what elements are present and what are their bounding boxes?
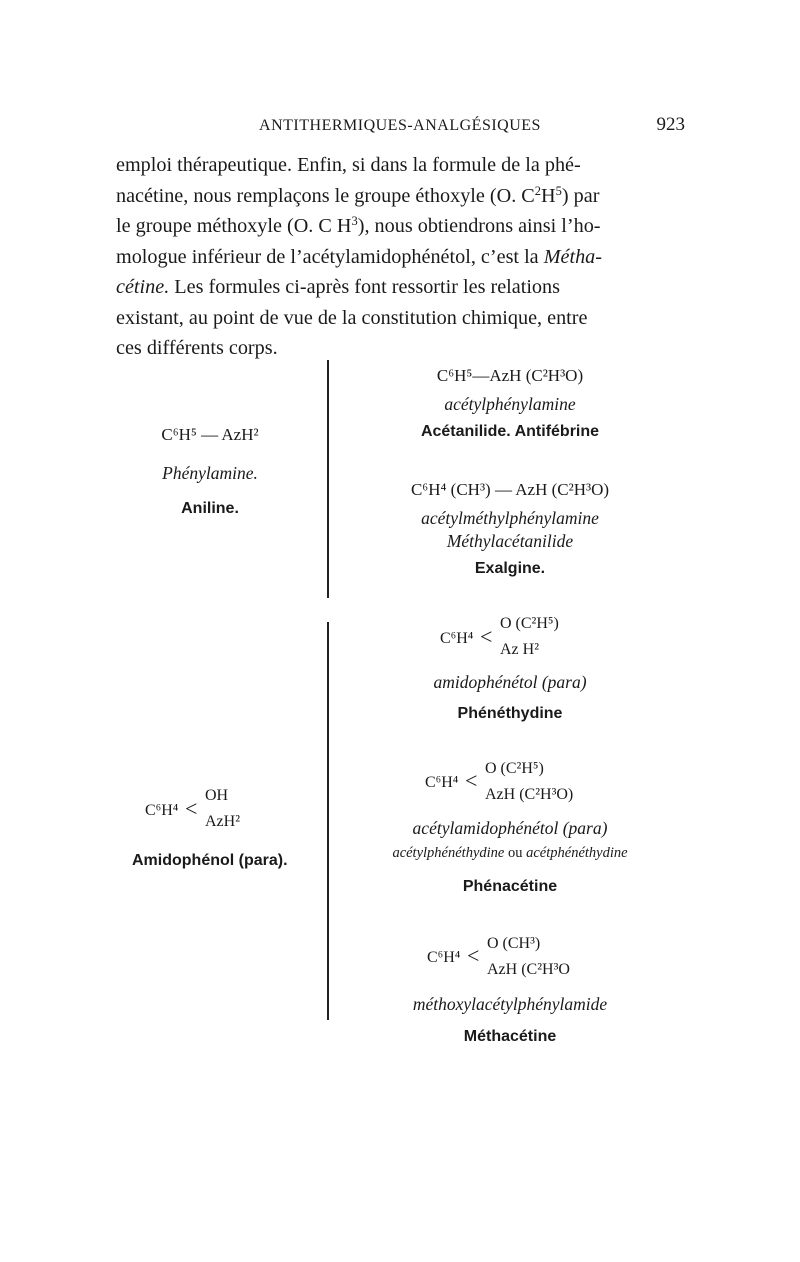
phenethydine-systematic-name: amidophénétol (para) (433, 672, 587, 692)
phenethydine-top-group: O (C²H⁵) (500, 615, 559, 632)
amidophenol-core: C⁶H⁴ (145, 802, 179, 819)
phenacetine-alt-connector: ou (504, 845, 527, 861)
methacetine-systematic-name: méthoxylacétylphénylamide (412, 994, 608, 1014)
amidophenol-common-name: Amidophénol (para). (132, 852, 288, 869)
para-line: emploi thérapeutique. Enfin, si dans la formule de la phé- (116, 154, 581, 176)
page-number: 923 (656, 114, 685, 135)
phenacetine-alt-names (335, 845, 685, 862)
bond-angle-symbol: < (480, 624, 493, 649)
brace-group-2 (327, 622, 329, 1020)
exalgine-common-name: Exalgine. (474, 560, 546, 577)
bond-angle-symbol: < (465, 768, 478, 793)
para-line: mologue inférieur de l’acétylamidophénétol, c’est la Métha- (116, 245, 602, 268)
phenacetine-bottom-group: AzH (C²H³O) (485, 786, 574, 803)
phenacetine-formula (425, 760, 645, 810)
acetanilide-formula: C⁶H⁵—AzH (C²H³O) (436, 366, 584, 385)
aniline-systematic-name: Phénylamine. (162, 463, 258, 483)
exalgine-formula: C⁶H⁴ (CH³) — AzH (C²H³O) (410, 480, 610, 499)
amidophenol-formula (145, 785, 305, 835)
phenacetine-alt-name-1: acétylphénéthydine (392, 845, 505, 861)
para-line: existant, au point de vue de la constitution chimique, entre (116, 306, 588, 329)
aniline-common-name: Aniline. (181, 500, 239, 517)
phenethydine-formula (440, 615, 640, 665)
acetanilide-common-name: Acétanilide. Antifébrine (420, 423, 600, 440)
para-line: nacétine, nous remplaçons le groupe éthoxyle (O. $C^2H^5$) par (116, 183, 600, 207)
para-line: ces différents corps. (116, 337, 278, 359)
methacetine-bottom-group: AzH (C²H³O (487, 961, 570, 978)
methacetine-common-name: Méthacétine (463, 1028, 557, 1045)
phenacetine-core: C⁶H⁴ (425, 774, 459, 791)
amidophenol-top-group: OH (205, 787, 229, 804)
methacetine-top-group: O (CH³) (487, 935, 541, 952)
phenethydine-core: C⁶H⁴ (440, 630, 474, 647)
phenethydine-bottom-group: Az H² (500, 641, 540, 658)
phenethydine-common-name: Phénéthydine (457, 705, 563, 722)
acetanilide-block (340, 366, 680, 441)
bond-angle-symbol: < (467, 943, 480, 968)
amidophenol-bottom-group: AzH² (205, 813, 241, 830)
running-header: ANTITHERMIQUES-ANALGÉSIQUES (259, 117, 541, 134)
phenacetine-common-name: Phénacétine (462, 878, 558, 895)
exalgine-block (340, 480, 680, 578)
exalgine-alt-name: Méthylacétanilide (446, 531, 574, 551)
aniline-block (130, 425, 290, 518)
para-line: le groupe méthoxyle (O. C $H^3$), nous obtiendrons ainsi l’ho- (116, 214, 601, 237)
bond-angle-symbol: < (185, 796, 198, 821)
methacetine-formula (427, 935, 647, 985)
para-line: cétine. Les formules ci-après font ressortir les relations (116, 276, 560, 298)
methacetine-core: C⁶H⁴ (427, 949, 461, 966)
brace-group-1 (327, 360, 329, 598)
body-paragraph (116, 150, 680, 364)
exalgine-systematic-name: acétylméthylphénylamine (421, 508, 599, 528)
phenacetine-top-group: O (C²H⁵) (485, 760, 544, 777)
acetanilide-systematic-name: acétylphénylamine (444, 394, 576, 414)
phenacetine-systematic-name: acétylamidophénétol (para) (412, 818, 608, 838)
phenacetine-alt-name-2: acétphénéthydine (526, 845, 628, 861)
aniline-formula: C⁶H⁵ — AzH² (161, 425, 259, 444)
